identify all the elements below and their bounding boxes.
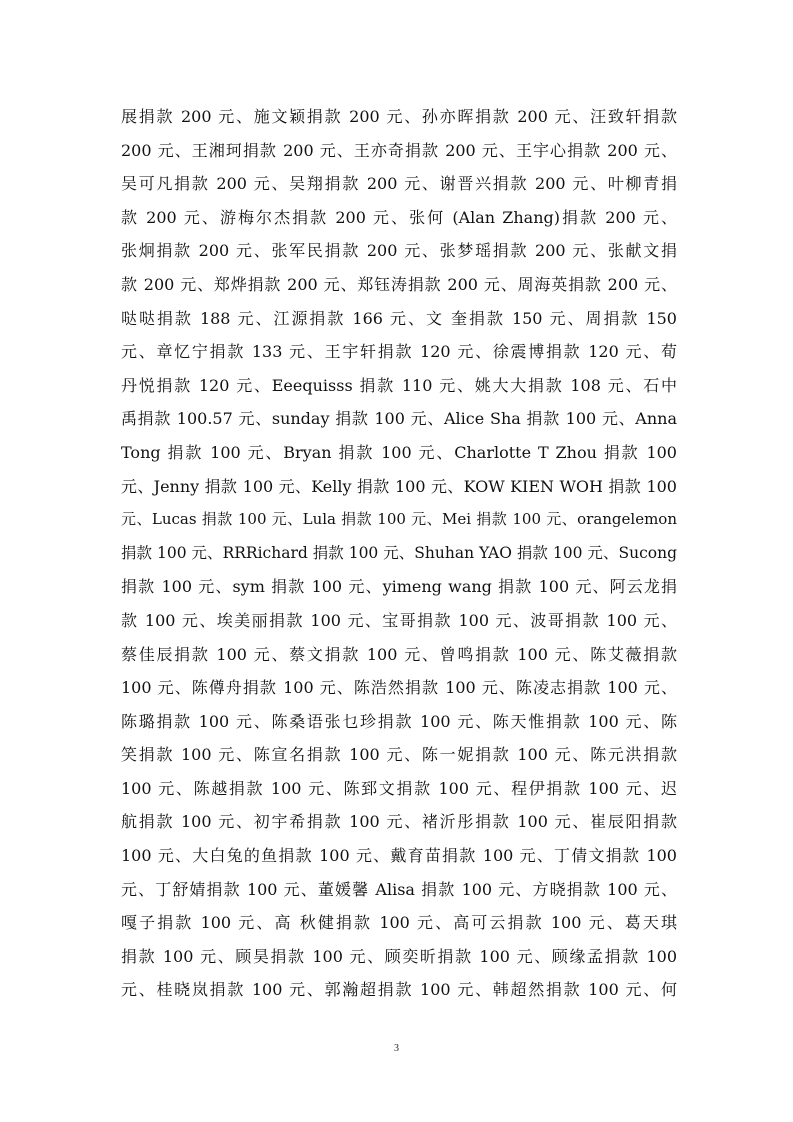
text-line: 元、Jenny 捐款 100 元、Kelly 捐款 100 元、KOW KIEN WOH 捐款 100 (121, 476, 677, 496)
text-line: 款 200 元、游梅尔杰捐款 200 元、张何 (Alan Zhang)捐款 200 元、 (121, 207, 677, 227)
text-line: 陈璐捐款 100 元、陈桑语张乜珍捐款 100 元、陈天惟捐款 100 元、陈 (121, 711, 677, 731)
text-line: 款 200 元、郑烨捐款 200 元、郑钰涛捐款 200 元、周海英捐款 200 元、 (121, 274, 677, 294)
page-number: 3 (394, 1043, 399, 1054)
text-line: 元、章忆宁捐款 133 元、王宇轩捐款 120 元、徐震博捐款 120 元、荀 (121, 342, 677, 362)
donation-list-text (121, 100, 677, 1007)
text-line: 捐款 100 元、sym 捐款 100 元、yimeng wang 捐款 100 元、阿云龙捐 (121, 577, 677, 597)
text-line: 100 元、大白兔的鱼捐款 100 元、戴育苗捐款 100 元、丁倩文捐款 100 (121, 846, 677, 866)
text-line: Tong 捐款 100 元、Bryan 捐款 100 元、Charlotte T Zhou 捐款 100 (121, 442, 677, 462)
text-line: 哒哒捐款 188 元、江源捐款 166 元、文 奎捐款 150 元、周捐款 150 (121, 308, 677, 328)
text-line: 捐款 100 元、RRRichard 捐款 100 元、Shuhan YAO 捐款 100 元、Sucong (121, 543, 677, 562)
text-line: 吴可凡捐款 200 元、吴翔捐款 200 元、谢晋兴捐款 200 元、叶柳青捐 (121, 174, 677, 194)
text-line: 元、桂晓岚捐款 100 元、郭瀚超捐款 100 元、韩超然捐款 100 元、何 (121, 980, 677, 1000)
text-line: 200 元、王湘珂捐款 200 元、王亦奇捐款 200 元、王宇心捐款 200 元、 (121, 140, 677, 160)
text-line: 展捐款 200 元、施文颖捐款 200 元、孙亦晖捐款 200 元、汪致轩捐款 (121, 107, 677, 126)
text-line: 笑捐款 100 元、陈宣名捐款 100 元、陈一妮捐款 100 元、陈元洪捐款 (121, 745, 677, 765)
text-line: 禹捐款 100.57 元、sunday 捐款 100 元、Alice Sha 捐款 100 元、Anna (121, 409, 677, 429)
text-line: 丹悦捐款 120 元、Eeequisss 捐款 110 元、姚大大捐款 108 元、石中 (121, 375, 677, 395)
text-line: 款 100 元、埃美丽捐款 100 元、宝哥捐款 100 元、波哥捐款 100 元、 (121, 610, 677, 630)
text-line: 100 元、陈僔舟捐款 100 元、陈浩然捐款 100 元、陈凌志捐款 100 元、 (121, 678, 677, 698)
text-line: 航捐款 100 元、初宇希捐款 100 元、褚沂彤捐款 100 元、崔辰阳捐款 (121, 812, 677, 832)
text-line: 张炯捐款 200 元、张军民捐款 200 元、张梦瑶捐款 200 元、张献文捐 (121, 241, 677, 261)
text-line: 100 元、陈越捐款 100 元、陈郅文捐款 100 元、程伊捐款 100 元、迟 (121, 778, 677, 798)
text-line: 蔡佳辰捐款 100 元、蔡文捐款 100 元、曾鸣捐款 100 元、陈艾薇捐款 (121, 644, 677, 664)
text-line: 元、丁舒婧捐款 100 元、董媛馨 Alisa 捐款 100 元、方晓捐款 100 元、 (121, 879, 677, 899)
text-line: 嘎子捐款 100 元、高 秋健捐款 100 元、高可云捐款 100 元、葛天琪 (121, 913, 677, 933)
text-line: 元、Lucas 捐款 100 元、Lula 捐款 100 元、Mei 捐款 100 元、orangelemon (121, 510, 677, 529)
text-line: 捐款 100 元、顾昊捐款 100 元、顾奕昕捐款 100 元、顾缘孟捐款 100 (121, 946, 677, 966)
